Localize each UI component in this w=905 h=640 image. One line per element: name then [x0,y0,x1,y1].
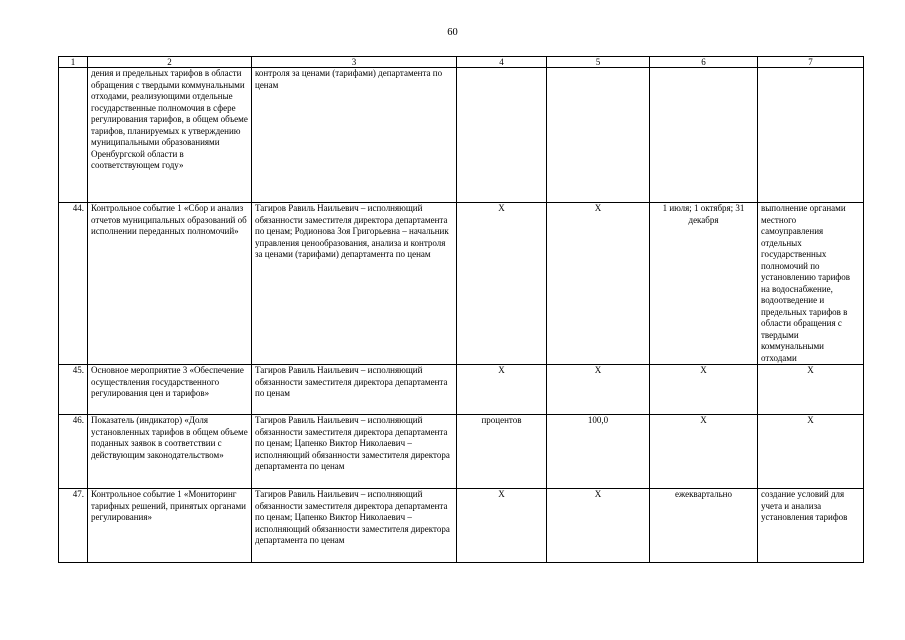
table-row [59,203,864,365]
responsible-cell: Тагиров Равиль Наильевич – исполняющий обязанности заместителя директора департамента по ценам [252,365,457,415]
deadline-cell: X [650,365,758,415]
table-row [59,68,864,203]
event-name-cell: Контрольное событие 1 «Мониторинг тарифных решений, принятых органами регулирования» [88,489,252,563]
footnote-separator [396,562,504,563]
responsible-cell: Тагиров Равиль Наильевич – исполняющий обязанности заместителя директора департамента по ценам; Родионова Зоя Григорьевна – начальник управления ценообразования, анализа и контроля за ценами (тарифами) департамента по ценам [252,203,457,365]
column-number: 3 [252,57,457,68]
row-number [59,68,88,203]
row-number: 44. [59,203,88,365]
value-cell: 100,0 [547,415,650,489]
result-cell: X [758,415,864,489]
column-number: 2 [88,57,252,68]
column-number: 1 [59,57,88,68]
column-number: 6 [650,57,758,68]
column-number: 4 [457,57,547,68]
event-name-cell: дения и предельных тарифов в области обращения с твердыми коммунальными отходами, реализующими отдельные государственные полномочия в сфере регулирования тарифов, в общем объеме тарифов, планируемых к утверждению муниципальными образованиями Оренбургской области в соответствующем году» [88,68,252,203]
result-cell [758,68,864,203]
responsible-cell: контроля за ценами (тарифами) департамента по ценам [252,68,457,203]
value-cell: X [547,203,650,365]
responsible-cell: Тагиров Равиль Наильевич – исполняющий обязанности заместителя директора департамента по ценам; Цапенко Виктор Николаевич – исполняющий обязанности заместителя директора департамента по ценам [252,415,457,489]
table-row [59,489,864,563]
value-cell [547,68,650,203]
column-number: 5 [547,57,650,68]
responsible-cell: Тагиров Равиль Наильевич – исполняющий обязанности заместителя директора департамента по ценам; Цапенко Виктор Николаевич – исполняющий обязанности заместителя директора департамента по ценам [252,489,457,563]
event-name-cell: Показатель (индикатор) «Доля установленных тарифов в общем объеме поданных заявок в соответствии с действующим законодательством» [88,415,252,489]
unit-cell [457,68,547,203]
deadline-cell: ежеквартально [650,489,758,563]
result-cell: создание условий для учета и анализа установления тарифов [758,489,864,563]
program-table [58,56,864,563]
unit-cell: X [457,365,547,415]
row-number: 47. [59,489,88,563]
page-number: 60 [447,27,458,38]
deadline-cell [650,68,758,203]
result-cell: выполнение органами местного самоуправления отдельных государственных полномочий по установлению тарифов на водоснабжение, водоотведение и предельных тарифов в области обращения с твердыми коммунальными отходами [758,203,864,365]
table-row [59,415,864,489]
row-number: 46. [59,415,88,489]
column-number-row [59,57,864,68]
value-cell: X [547,365,650,415]
unit-cell: процентов [457,415,547,489]
row-number: 45. [59,365,88,415]
result-cell: X [758,365,864,415]
deadline-cell: X [650,415,758,489]
value-cell: X [547,489,650,563]
column-number: 7 [758,57,864,68]
unit-cell: X [457,203,547,365]
event-name-cell: Контрольное событие 1 «Сбор и анализ отчетов муниципальных образований об исполнении переданных полномочий» [88,203,252,365]
table-row [59,365,864,415]
unit-cell: X [457,489,547,563]
event-name-cell: Основное мероприятие 3 «Обеспечение осуществления государственного регулирования цен и тарифов» [88,365,252,415]
deadline-cell: 1 июля; 1 октября; 31 декабря [650,203,758,365]
